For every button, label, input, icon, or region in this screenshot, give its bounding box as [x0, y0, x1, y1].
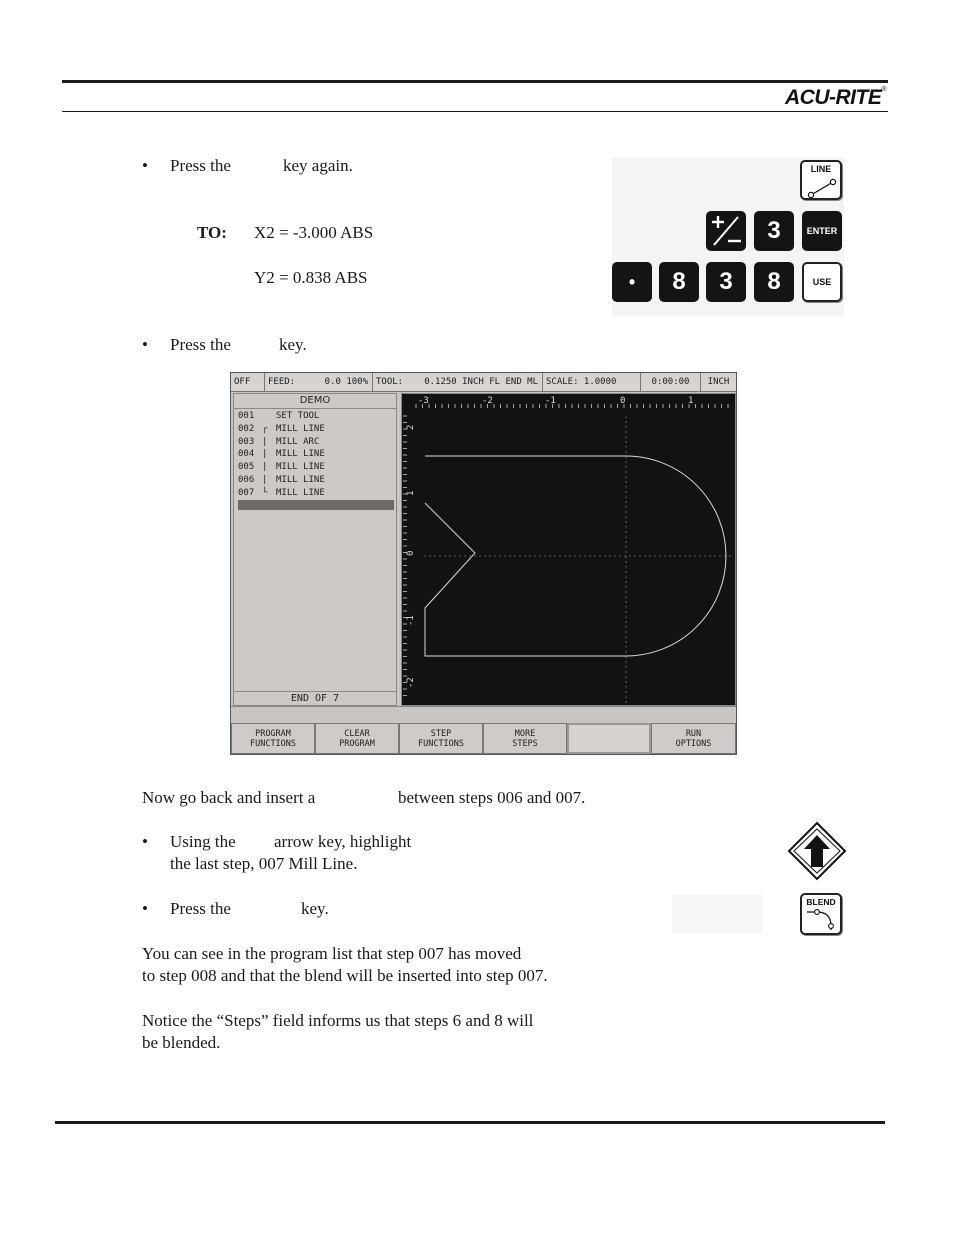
blend-icon	[803, 906, 841, 934]
x-ruler	[416, 396, 728, 408]
program-name: DEMO	[234, 394, 396, 409]
step-row[interactable]	[238, 487, 325, 500]
step-number: 002	[238, 423, 255, 434]
timer-readout: 0:00:00	[641, 373, 701, 391]
softkey-more-steps[interactable]: MORE STEPS	[483, 723, 567, 754]
header-rule-thin	[62, 111, 888, 112]
decimal-key[interactable]: •	[612, 262, 652, 302]
step-type: MILL LINE	[276, 487, 325, 498]
body-paragraph: to step 008 and that the blend will be inserted into step 007.	[142, 966, 548, 985]
step-number: 003	[238, 436, 255, 447]
steps-field	[231, 706, 736, 723]
instruction-text: key.	[301, 899, 329, 918]
step-bracket: └	[262, 487, 268, 498]
x-tick-label: -2	[482, 396, 493, 406]
graphics-view	[401, 393, 736, 706]
y-ruler	[403, 416, 416, 696]
y-tick-label: -2	[406, 677, 416, 688]
mode-indicator: OFF	[231, 373, 265, 391]
softkey-step-functions[interactable]: STEP FUNCTIONS	[399, 723, 483, 754]
bullet: •	[142, 156, 148, 175]
x-tick-label: 1	[688, 396, 694, 406]
plus-minus-icon	[706, 211, 746, 251]
keypad-area	[672, 895, 762, 933]
step-row[interactable]	[238, 461, 325, 474]
instruction-text: Press the	[170, 156, 231, 175]
y-tick-label: -1	[406, 615, 416, 626]
step-row[interactable]	[238, 423, 325, 436]
step-type: MILL LINE	[276, 462, 325, 473]
blend-key[interactable]: BLEND	[800, 893, 842, 935]
body-paragraph: be blended.	[142, 1033, 221, 1052]
body-text: between steps 006 and 007.	[398, 788, 586, 807]
units-readout: INCH	[707, 377, 730, 387]
step-bracket: |	[262, 462, 268, 473]
instruction-text: the last step, 007 Mill Line.	[170, 854, 358, 873]
step-row[interactable]	[238, 436, 319, 449]
dro-screen	[230, 372, 737, 755]
body-paragraph: Notice the “Steps” field informs us that steps 6 and 8 will	[142, 1011, 534, 1030]
up-arrow-icon	[787, 821, 847, 881]
step-number: 007	[238, 487, 255, 498]
digit-8-key[interactable]: 8	[659, 262, 699, 302]
instruction-text: arrow key, highlight	[274, 832, 412, 851]
tool-readout: TOOL: 0.1250 INCH FL END ML	[373, 373, 543, 391]
x-tick-label: -3	[418, 396, 429, 406]
step-type: SET TOOL	[276, 411, 320, 421]
step-type: MILL ARC	[276, 436, 320, 447]
instruction-text: Using the	[170, 832, 236, 851]
digit-8-key[interactable]: 8	[754, 262, 794, 302]
instruction-text: Press the	[170, 335, 231, 354]
y2-value: Y2 = 0.838 ABS	[254, 268, 368, 287]
use-key[interactable]: USE	[802, 262, 842, 302]
feed-readout: FEED: 0.0 100%	[265, 373, 373, 391]
to-label: TO:	[197, 223, 227, 242]
x-tick-label: -1	[545, 396, 556, 406]
bullet: •	[142, 335, 148, 354]
step-number: 006	[238, 475, 255, 485]
x-tick-label: 0	[620, 396, 626, 406]
step-bracket: |	[262, 436, 268, 447]
step-bracket: ┌	[262, 423, 268, 434]
step-row[interactable]	[238, 410, 319, 423]
step-bracket: |	[262, 475, 268, 485]
y-tick-label: 2	[406, 424, 416, 430]
step-bracket: |	[262, 449, 268, 460]
softkey-bar	[231, 723, 736, 754]
up-arrow-key[interactable]	[787, 821, 847, 881]
instruction-text: key again.	[283, 156, 353, 175]
plus-minus-key[interactable]	[706, 211, 746, 251]
digit-3-key[interactable]: 3	[706, 262, 746, 302]
header-rule	[62, 80, 888, 83]
x2-value: X2 = -3.000 ABS	[254, 223, 374, 242]
y-tick-label: 1	[406, 490, 416, 496]
softkey-clear-program[interactable]: CLEAR PROGRAM	[315, 723, 399, 754]
step-row[interactable]	[238, 474, 325, 487]
step-row[interactable]	[238, 448, 325, 461]
line-key[interactable]: LINE	[800, 160, 842, 200]
softkey-program-functions[interactable]: PROGRAM FUNCTIONS	[231, 723, 315, 754]
body-paragraph: You can see in the program list that step 007 has moved	[142, 944, 522, 963]
acu-rite-logo: ACU-RITE®	[785, 86, 886, 109]
y-tick-label: 0	[406, 550, 416, 556]
bullet: •	[142, 899, 148, 918]
instruction-text: key.	[279, 335, 307, 354]
step-type: MILL LINE	[276, 423, 325, 434]
step-number: 005	[238, 462, 255, 473]
step-type: MILL LINE	[276, 475, 325, 485]
line-icon	[803, 174, 841, 200]
instruction-text: Press the	[170, 899, 231, 918]
enter-key[interactable]: ENTER	[802, 211, 842, 251]
status-bar	[231, 373, 736, 392]
program-list	[233, 393, 397, 706]
scale-readout: SCALE: 1.0000	[543, 373, 641, 391]
bullet: •	[142, 832, 148, 851]
digit-3-key[interactable]: 3	[754, 211, 794, 251]
toolpath-plot	[402, 394, 735, 705]
body-text: Now go back and insert a	[142, 788, 316, 807]
list-cursor[interactable]	[238, 500, 394, 510]
softkey-blank[interactable]	[567, 723, 651, 754]
step-number: 004	[238, 449, 255, 460]
step-type: MILL LINE	[276, 449, 325, 460]
softkey-run-options[interactable]: RUN OPTIONS	[651, 723, 736, 754]
footer-rule	[55, 1121, 885, 1124]
step-number: 001	[238, 411, 255, 421]
list-footer: END OF 7	[234, 691, 396, 706]
